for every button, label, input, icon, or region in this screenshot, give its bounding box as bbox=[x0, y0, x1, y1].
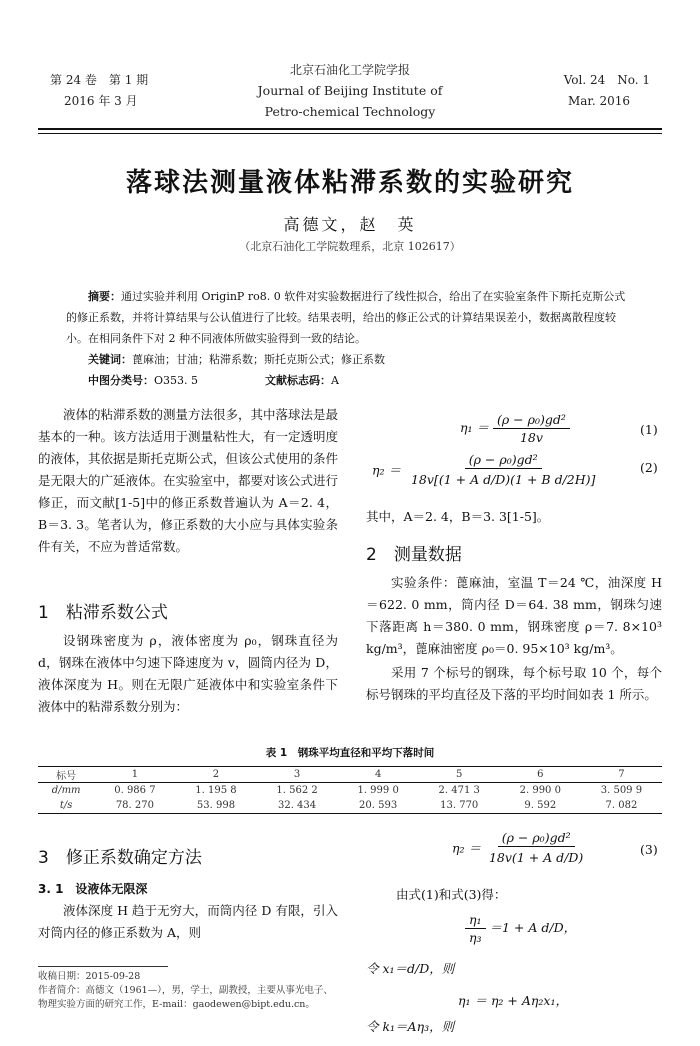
equation-4 bbox=[465, 912, 576, 945]
table-1 bbox=[38, 766, 662, 814]
equation-2 bbox=[372, 452, 601, 490]
abstract-text: 通过实验并利用 OriginP ro8. 0 软件对实验数据进行了线性拟合，给出了在实验室条件下斯托克斯公式的修正系数，并将计算结果与公认值进行了比较。结果表明，给出的修正公式的计算结果误差小，数据离散程度较小。在相同条件下对 2 种不同液体所做实验得到一致的结论。 bbox=[66, 290, 626, 345]
table-cell: 0. 986 7 bbox=[114, 785, 156, 796]
journal-name-en-1: Journal of Beijing Institute of bbox=[257, 83, 443, 98]
table-cell: 2. 990 0 bbox=[519, 785, 561, 796]
article-title: 落球法测量液体粘滞系数的实验研究 bbox=[125, 168, 574, 198]
table-header-cell: 5 bbox=[419, 767, 500, 783]
eq2-lhs: η₂ ＝ bbox=[372, 462, 401, 478]
section-2-title: 2 测量数据 bbox=[366, 545, 462, 565]
table-header-cell: 6 bbox=[500, 767, 581, 783]
table-cell: 78. 270 bbox=[94, 798, 175, 814]
journal-date: 2016 年 3 月 bbox=[64, 94, 138, 108]
table-cell: 3. 509 9 bbox=[600, 785, 643, 796]
table-header-cell: 2 bbox=[175, 767, 256, 783]
abstract-label: 摘要： bbox=[88, 290, 121, 303]
header-rule-thick bbox=[38, 128, 662, 130]
eq4-rhs: ＝1 + A d/D， bbox=[489, 920, 577, 935]
clc-label: 中图分类号： bbox=[88, 374, 154, 387]
abstract-block bbox=[66, 286, 636, 391]
table-header-row bbox=[38, 767, 662, 783]
journal-name-en-2: Petro-chemical Technology bbox=[264, 104, 436, 119]
table-cell: 1. 562 2 bbox=[276, 785, 318, 796]
article-authors: 高德文，赵 英 bbox=[283, 215, 417, 234]
table-cell: 20. 593 bbox=[338, 798, 419, 814]
equation-2-number: (2) bbox=[640, 460, 658, 475]
table-cell: 1. 999 0 bbox=[357, 785, 399, 796]
doc-code-label: 文献标志码： bbox=[265, 374, 332, 387]
equation-3-number: (3) bbox=[640, 842, 658, 857]
equation-3 bbox=[452, 830, 587, 868]
keywords-label: 关键词： bbox=[88, 353, 132, 366]
coefficient-note: 其中，A＝2. 4，B＝3. 3[1-5]。 bbox=[366, 509, 550, 524]
footnote-bio: 作者简介：高德文（1961—），男，学士，副教授，主要从事光电子、物理实验方面的研究工作，E-mail：gaodewen@bipt.edu.cn。 bbox=[38, 985, 333, 1010]
eq2-denominator: 18v[(1 + A d/D)(1 + B d/2H)] bbox=[410, 472, 596, 487]
header-rule-thin bbox=[38, 133, 662, 134]
derivation-text: 由式(1)和式(3)得： bbox=[396, 887, 507, 902]
keywords-line bbox=[66, 349, 636, 370]
eq1-fraction bbox=[493, 412, 570, 445]
section-1-title: 1 粘滞系数公式 bbox=[38, 603, 168, 623]
journal-date-en: Mar. 2016 bbox=[567, 94, 630, 108]
table-row bbox=[38, 783, 662, 799]
table-header-cell: 标号 bbox=[38, 767, 94, 783]
journal-volume: 第 24 卷 第 1 期 bbox=[50, 73, 149, 87]
table-cell: 53. 998 bbox=[175, 798, 256, 814]
section-2-paragraph-1: 实验条件：蓖麻油，室温 T＝24 ℃，油深度 H＝622. 0 mm，筒内径 D＝64. 38 mm，钢珠匀速下落距离 h＝380. 0 mm，钢珠密度 ρ＝7. 8×10³ kg/m³，蓖麻油密度 ρ₀＝0. 95×10³ kg/m³。 bbox=[366, 575, 662, 656]
subsection-3-1-title: 3. 1 设液体无限深 bbox=[38, 882, 148, 896]
table-cell: 1. 195 8 bbox=[195, 785, 237, 796]
let-k-statement: 令 k₁＝Aη₃，则 bbox=[366, 1019, 455, 1034]
footnote-received: 收稿日期：2015-09-28 bbox=[38, 971, 141, 982]
section-2-paragraph-2: 采用 7 个标号的钢珠，每个标号取 10 个，每个标号钢珠的平均直径及下落的平均时间如表 1 所示。 bbox=[366, 665, 662, 702]
table-cell: 2. 471 3 bbox=[438, 785, 480, 796]
section-1-paragraph: 设钢珠密度为 ρ，液体密度为 ρ₀，钢珠直径为 d，钢珠在液体中匀速下降速度为 v，圆筒内径为 D，液体深度为 H。则在无限广延液体中和实验室条件下液体中的粘滞系数分别为： bbox=[38, 633, 338, 714]
doc-code-value: A bbox=[331, 374, 339, 387]
eq4-numerator: η₁ bbox=[465, 912, 486, 929]
table-cell: t/s bbox=[38, 798, 94, 814]
table-header-cell: 1 bbox=[94, 767, 175, 783]
table-row bbox=[38, 798, 662, 814]
eq4-ratio bbox=[465, 912, 486, 945]
eq2-fraction bbox=[405, 452, 601, 490]
intro-paragraph: 液体的粘滞系数的测量方法很多，其中落球法是最基本的一种。该方法适用于测量粘性大，有一定透明度的液体，其依据是斯托克斯公式，但该公式使用的条件是无限大的广延液体。在实验室中，都要对该公式进行修正，而文献[1-5]中的修正系数普遍认为 A＝2. 4，B＝3. 3。笔者认为，修正系数的大小应与具体实验条件有关，不应为普适常数。 bbox=[38, 407, 339, 554]
eq3-fraction bbox=[485, 830, 587, 868]
table-cell: 9. 592 bbox=[500, 798, 581, 814]
keywords-text: 蓖麻油；甘油；粘滞系数；斯托克斯公式；修正系数 bbox=[132, 353, 385, 366]
clc-value: O353. 5 bbox=[154, 374, 199, 387]
table-cell: d/mm bbox=[51, 785, 81, 796]
table-cell: 7. 082 bbox=[581, 798, 662, 814]
eq4-denominator: η₃ bbox=[469, 930, 482, 945]
let-x-statement: 令 x₁＝d/D，则 bbox=[366, 961, 455, 976]
eq1-lhs: η₁ ＝ bbox=[460, 420, 489, 435]
subsection-3-1-paragraph: 液体深度 H 趋于无穷大，而筒内径 D 有限，引入对筒内径的修正系数为 A，则 bbox=[38, 903, 338, 940]
eq3-lhs: η₂ ＝ bbox=[452, 840, 481, 856]
equation-1 bbox=[460, 412, 570, 445]
equation-5: η₁ ＝ η₂ + Aη₂x₁， bbox=[458, 993, 568, 1008]
table-header-cell: 3 bbox=[257, 767, 338, 783]
eq3-denominator: 18v(1 + A d/D) bbox=[488, 850, 584, 865]
table-cell: 13. 770 bbox=[419, 798, 500, 814]
equation-1-number: (1) bbox=[640, 422, 658, 437]
table-1-caption: 表 1 钢珠平均直径和平均下落时间 bbox=[265, 747, 435, 759]
eq2-numerator: (ρ − ρ₀)gd² bbox=[465, 452, 542, 469]
eq1-denominator: 18v bbox=[519, 430, 543, 445]
section-3-title: 3 修正系数确定方法 bbox=[38, 848, 202, 868]
classification-line bbox=[66, 370, 636, 391]
abstract-paragraph bbox=[66, 286, 636, 349]
table-header-cell: 4 bbox=[338, 767, 419, 783]
eq1-numerator: (ρ − ρ₀)gd² bbox=[493, 412, 570, 429]
footnote-rule bbox=[38, 966, 168, 967]
journal-volume-en: Vol. 24 No. 1 bbox=[563, 73, 650, 87]
table-header-cell: 7 bbox=[581, 767, 662, 783]
article-affiliation: （北京石油化工学院数理系，北京 102617） bbox=[239, 240, 461, 253]
journal-name-cn: 北京石油化工学院学报 bbox=[289, 63, 410, 77]
table-cell: 32. 434 bbox=[257, 798, 338, 814]
eq3-numerator: (ρ − ρ₀)gd² bbox=[498, 830, 575, 847]
